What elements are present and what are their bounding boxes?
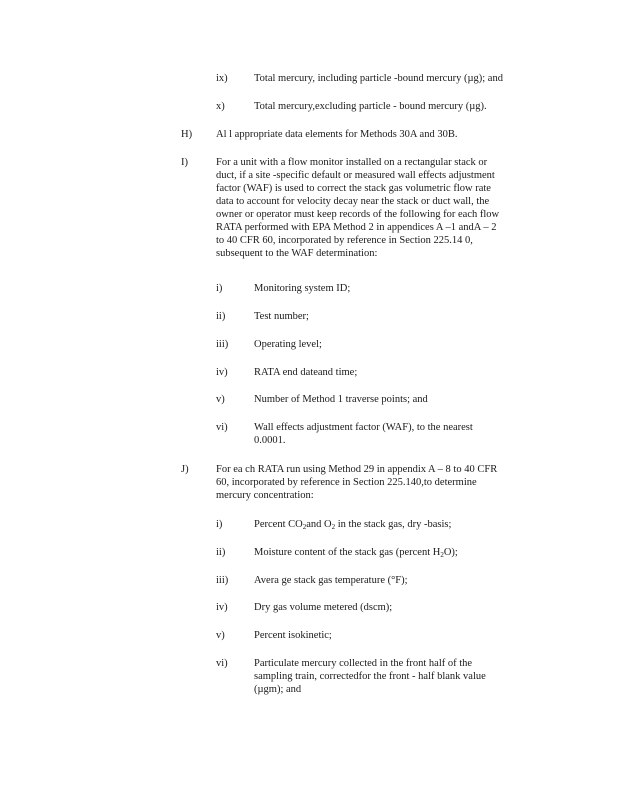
text-line: to 40 CFR 60, incorporated by reference in Section 225.14 0,	[216, 235, 473, 246]
item-text	[254, 338, 514, 351]
subscript: 2	[331, 523, 336, 531]
subscript: 2	[440, 551, 444, 559]
item-label: v)	[216, 630, 225, 641]
item-text	[254, 393, 514, 406]
text-line: duct, if a site -specific default or measured wall effects adjustment	[216, 170, 495, 181]
item-text	[254, 310, 514, 323]
text-line: data to account for velocity decay near the stack or duct wall, the	[216, 196, 490, 207]
text-line: Dry gas volume metered (dscm);	[254, 602, 393, 613]
item-text	[254, 601, 514, 614]
text-line: Al l appropriate data elements for Methods 30A and 30B.	[216, 129, 458, 140]
text-line	[254, 546, 514, 562]
item-label: ii)	[216, 311, 226, 322]
text-run: in the stack gas, dry -basis;	[335, 519, 452, 530]
text-line: Test number;	[254, 311, 309, 322]
item-label: vi)	[216, 422, 228, 433]
text-line: (µgm); and	[254, 684, 302, 695]
text-line: For a unit with a flow monitor installed on a rectangular stack or	[216, 157, 488, 168]
text-line	[254, 518, 514, 534]
text-line: Wall effects adjustment factor (WAF), to the nearest	[254, 422, 473, 433]
item-label: H)	[181, 129, 193, 140]
item-label: ii)	[216, 547, 226, 558]
text-line: Total mercury,excluding particle - bound mercury (µg).	[254, 101, 487, 112]
text-line: sampling train, correctedfor the front - half blank value	[254, 671, 486, 682]
text-run: Percent CO	[254, 519, 303, 530]
item-text	[216, 156, 541, 260]
text-line: Avera ge stack gas temperature (°F);	[254, 575, 408, 586]
text-line: 0.0001.	[254, 435, 286, 446]
text-run: and O	[306, 519, 332, 530]
text-line: Operating level;	[254, 339, 322, 350]
item-label: iii)	[216, 575, 229, 586]
item-label: i)	[216, 283, 223, 294]
text-line: Monitoring system ID;	[254, 283, 351, 294]
item-text	[216, 128, 541, 141]
item-text	[254, 366, 514, 379]
item-text	[254, 72, 554, 85]
text-line: subsequent to the WAF determination:	[216, 248, 378, 259]
item-label: iv)	[216, 602, 228, 613]
text-line: For ea ch RATA run using Method 29 in appendix A – 8 to 40 CFR	[216, 464, 498, 475]
item-text	[254, 574, 514, 587]
item-label: iii)	[216, 339, 229, 350]
item-label: iv)	[216, 367, 228, 378]
item-label: I)	[181, 157, 188, 168]
item-label: J)	[181, 464, 189, 475]
text-line: factor (WAF) is used to correct the stack gas volumetric flow rate	[216, 183, 491, 194]
text-line: RATA end dateand time;	[254, 367, 358, 378]
text-line: RATA performed with EPA Method 2 in appendices A –1 andA – 2	[216, 222, 497, 233]
text-line: 60, incorporated by reference in Section 225.140,to determine	[216, 477, 477, 488]
text-run: O);	[443, 547, 458, 558]
text-line: owner or operator must keep records of the following for each flow	[216, 209, 500, 220]
item-text	[216, 463, 541, 502]
subscript: 2	[302, 523, 307, 531]
text-line: mercury concentration:	[216, 490, 314, 501]
text-line: Percent isokinetic;	[254, 630, 332, 641]
item-label: ix)	[216, 73, 228, 84]
text-run: Moisture content of the stack gas (percent H	[254, 547, 441, 558]
text-line: Total mercury, including particle -bound mercury (µg); and	[254, 73, 503, 84]
text-line: Particulate mercury collected in the front half of the	[254, 658, 473, 669]
item-text	[254, 100, 554, 113]
text-line: Number of Method 1 traverse points; and	[254, 394, 428, 405]
item-label: v)	[216, 394, 225, 405]
item-text	[254, 282, 514, 295]
item-text	[254, 629, 514, 642]
item-label: i)	[216, 519, 223, 530]
item-text	[254, 546, 514, 562]
item-text	[254, 518, 514, 534]
item-text	[254, 421, 514, 447]
item-text	[254, 657, 514, 696]
item-label: x)	[216, 101, 225, 112]
item-label: vi)	[216, 658, 228, 669]
